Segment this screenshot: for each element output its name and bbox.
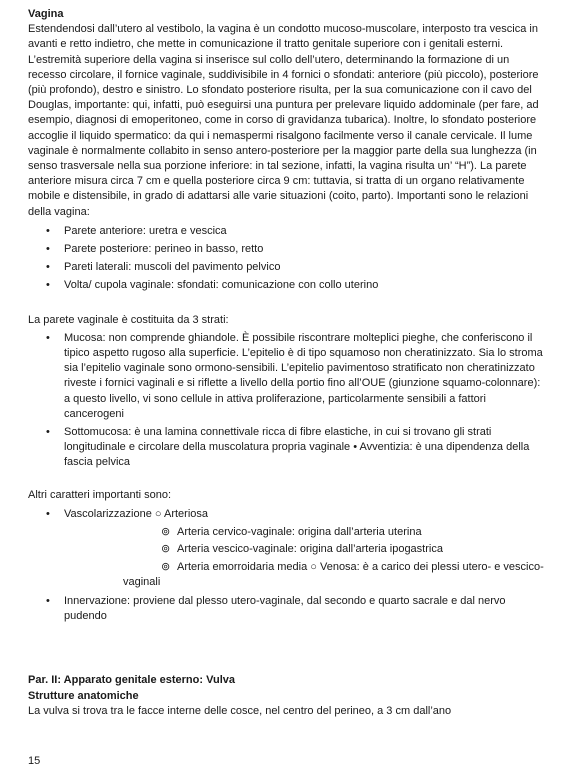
list-item-vascularization: • Vascolarizzazione ○ Arteriosa bbox=[28, 507, 548, 522]
innervation-list bbox=[28, 594, 548, 624]
page-number: 15 bbox=[28, 755, 41, 767]
list-item: • Parete posteriore: perineo in basso, retto bbox=[28, 242, 548, 257]
section-title-vulva: Par. II: Apparato genitale esterno: Vulva bbox=[28, 674, 236, 687]
list-item-innervation: • Innervazione: proviene dal plesso utero-vaginale, dal secondo e quarto sacrale e dal nervo pudendo bbox=[28, 594, 548, 624]
circled-bullet-icon: ⊚ bbox=[161, 560, 171, 573]
layers-intro: La parete vaginale è costituita da 3 strati: bbox=[28, 313, 229, 326]
spacer bbox=[28, 627, 548, 673]
page-content bbox=[28, 7, 548, 719]
arteries-sublist bbox=[28, 525, 548, 590]
list-item: • Volta/ cupola vaginale: sfondati: comunicazione con collo uterino bbox=[28, 278, 548, 293]
list-item: • Pareti laterali: muscoli del pavimento pelvico bbox=[28, 260, 548, 275]
sub-item-text: Arteria cervico-vaginale: origina dall’arteria uterina bbox=[177, 526, 422, 539]
relations-list bbox=[28, 224, 548, 294]
sub-list-item bbox=[28, 560, 548, 575]
circled-bullet-icon: ⊚ bbox=[161, 543, 171, 556]
other-list bbox=[28, 507, 548, 522]
layers-list bbox=[28, 331, 548, 471]
sub-item-text: Arteria vescico-vaginale: origina dall’arteria ipogastrica bbox=[177, 543, 443, 556]
section-title-vagina: Vagina bbox=[28, 8, 64, 20]
sub-item-text: Arteria emorroidaria media ○ Venosa: è a carico dei plessi utero- e vescico- bbox=[177, 560, 544, 573]
sub-item-continuation: vaginali bbox=[123, 575, 161, 588]
spacer bbox=[28, 474, 548, 488]
subsection-title: Strutture anatomiche bbox=[28, 689, 139, 702]
spacer bbox=[28, 297, 548, 313]
circled-bullet-icon: ⊚ bbox=[161, 526, 171, 539]
sub-list-item bbox=[28, 542, 548, 557]
list-item: • Parete anteriore: uretra e vescica bbox=[28, 224, 548, 239]
sub-list-item bbox=[28, 525, 548, 540]
vagina-paragraph: Estendendosi dall’utero al vestibolo, la vagina è un condotto mucoso-muscolare, interposto tra vescica in avanti e retto indietro, che mette in comunicazione il tratto genitale superiore con i genitali esterni. L’estremità superiore della vagina si inserisce sul collo dell’utero, determinando la formazione di un recesso circolare, il fornice vaginale, suddivisibile in 4 fornici o sfondati: anteriore (più piccolo), posteriore (più profondo), destro e sinistro. Lo sfondato posteriore risulta, per la sua comunicazione con il cavo del Douglas, importante: qui, infatti, può eseguirsi una puntura per prelevare liquido addominale (per fare, ad esempio, diagnosi di emoperitoneo, come in corso di gravidanza tubarica). Inoltre, lo sfondato posteriore accoglie il liquido spermatico: da qui i nemaspermi risalgono facilmente verso il canale cervicale. Il lume vaginale è normalmente collabito in senso antero-posteriore per la maggior parte della sua lunghezza (in senso trasversale nella sua porzione inferiore: in tal sezione, infatti, la vagina risulta un’ “H”). La parete anteriore misura circa 7 cm e quella posteriore circa 9 cm: tuttavia, si tratta di un organo relativamente mobile e distensibile, in grado di adattarsi alle varie situazioni (coito, parto). Importanti sono le relazioni della vagina: bbox=[28, 23, 539, 218]
other-intro: Altri caratteri importanti sono: bbox=[28, 488, 172, 501]
list-item: • Sottomucosa: è una lamina connettivale ricca di fibre elastiche, in cui si trovano gli strati longitudinale e circolare della muscolatura propria vaginale • Avventizia: è una dipendenza della fascia pelvica bbox=[28, 425, 548, 471]
list-item: • Mucosa: non comprende ghiandole. È possibile riscontrare molteplici pieghe, che conferiscono il tipico aspetto rugoso alla superficie. L’epitelio è di tipo squamoso non cheratinizzato. Sia lo stroma sia l’epitelio vaginale sono ormono-sensibili. L’epitelio pavimentoso stratificato non cheratinizzato riveste i fornici vaginali e si riflette a livello della portio fino all’OUE (giunzione squamo-colonnare): a questo livello, vi sono cellule in attiva proliferazione, particolarmente sensibili a fattori cancerogeni bbox=[28, 331, 548, 422]
vulva-text: La vulva si trova tra le facce interne delle cosce, nel centro del perineo, a 3 cm dall’ano bbox=[28, 704, 452, 717]
